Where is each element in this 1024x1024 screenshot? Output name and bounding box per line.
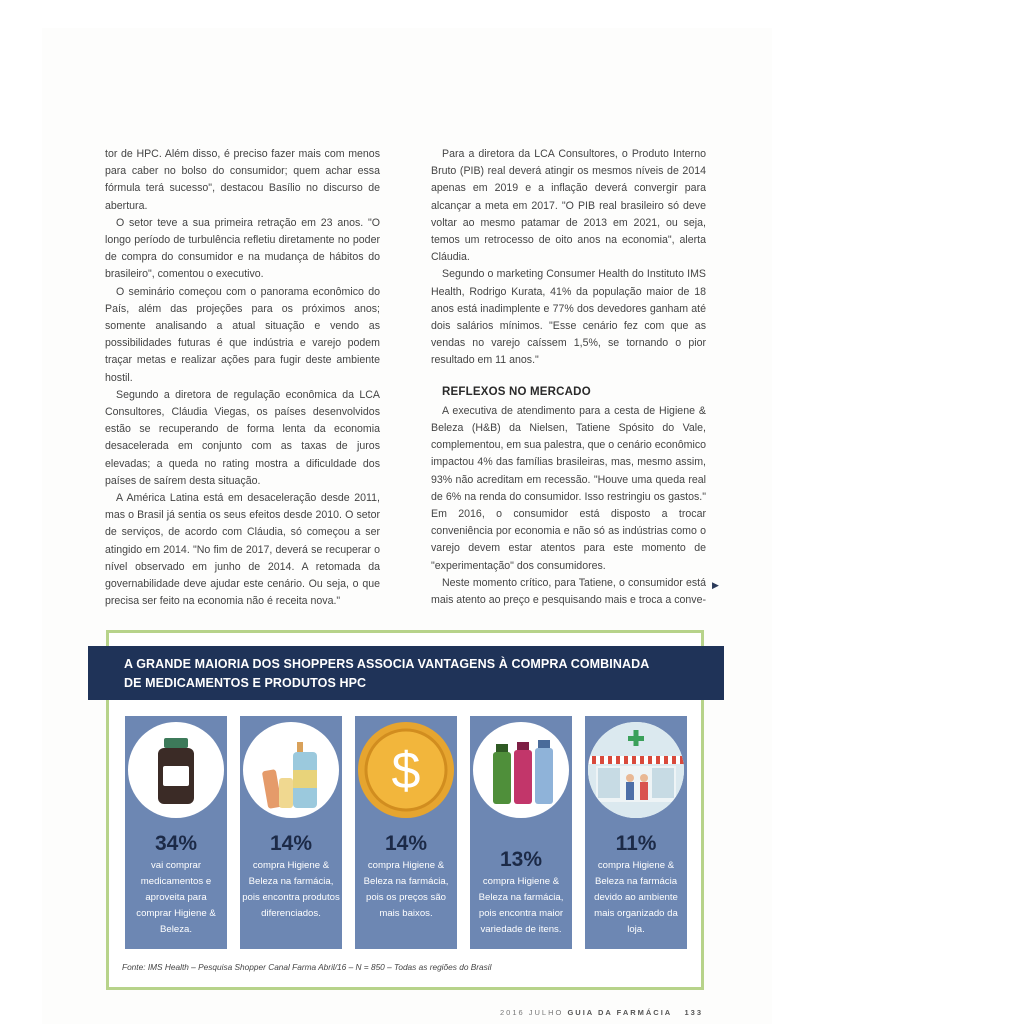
paragraph: A América Latina está em desaceleração desde 2011, mas o Brasil já sentia os seus efeitos desde 2010. O setor de serviços, de acordo com Cláudia, só começou a ser atingido em 2014. "No fim de 2017, deverá se recuperar o nível observado em junho de 2014. A retomada da governabilidade deve ajudar este cenário. Ou seja, o que precisa ser feito na economia não é receita nova." xyxy=(105,492,380,608)
paragraph: Para a diretora da LCA Consultores, o Produto Interno Bruto (PIB) real deverá atingir os mesmos níveis de 2014 apenas em 2019 e a inflação deverá convergir para alcançar a meta em 2017. "O PIB real brasileiro só deve voltar ao mesmo patamar de 2013 em 2021, ou seja, temos um retrocesso de oito anos na economia", alerta Cláudia. xyxy=(431,148,706,264)
stat-description: compra Higiene & Beleza na farmácia, pois encontra produtos diferenciados. xyxy=(242,860,340,919)
stat-card xyxy=(355,716,457,949)
paragraph: A executiva de atendimento para a cesta de Higiene & Beleza (H&B) da Nielsen, Tatiene Spósito do Vale, complementou, em sua palestra, que o cenário econômico impactou 4% das famílias brasileiras, mas, mesmo assim, 93% não acreditam em recessão. "Houve uma queda real de 6% na renda do consumidor. Isso restringiu os gastos." Em 2016, o consumidor está disposto a trocar conveniência por economia e não só as indústrias como o varejo devem estar atentos para este momento de "experimentação" dos consumidores. xyxy=(431,404,707,572)
beauty-products-icon xyxy=(243,722,339,818)
section-subheading: REFLEXOS NO MERCADO xyxy=(442,385,591,398)
article-left-column xyxy=(105,146,380,610)
paragraph: Neste momento crítico, para Tatiene, o consumidor está mais atento ao preço e pesquisando mais e troca a conve- xyxy=(431,576,707,607)
page-number: 133 xyxy=(684,1008,704,1017)
paragraph: tor de HPC. Além disso, é preciso fazer mais com menos para caber no bolso do consumidor; quem achar essa fórmula terá sucesso", destacou Basílio no discurso de abertura. xyxy=(105,148,380,212)
stat-card xyxy=(240,716,342,949)
stat-percent: 14% xyxy=(384,832,428,855)
stat-description: compra Higiene & Beleza na farmácia, pois os preços são mais baixos. xyxy=(363,860,449,919)
stat-percent: 13% xyxy=(499,848,543,871)
paragraph: O setor teve a sua primeira retração em 23 anos. "O longo período de turbulência refletiu diretamente no poder de compra do consumidor e na mudança de hábitos do brasileiro", comentou o executivo. xyxy=(105,216,380,281)
pharmacy-store-icon xyxy=(588,722,684,818)
stat-percent: 34% xyxy=(154,832,198,855)
stat-card xyxy=(125,716,227,949)
stat-description: compra Higiene & Beleza na farmácia devido ao ambiente mais organizado da loja. xyxy=(594,860,678,935)
infographic-title xyxy=(88,646,724,700)
infographic-source: Fonte: IMS Health – Pesquisa Shopper Canal Farma Abril/16 – N = 850 – Todas as regiões do Brasil xyxy=(122,962,492,972)
magazine-name: GUIA DA FARMÁCIA xyxy=(567,1008,673,1017)
stat-description: vai comprar medicamentos e aproveita para comprar Higiene & Beleza. xyxy=(136,860,216,935)
medicine-bottle-icon xyxy=(128,722,224,818)
issue-date: 2016 JULHO xyxy=(500,1008,564,1017)
stat-description: compra Higiene & Beleza na farmácia, pois encontra maior variedade de itens. xyxy=(478,876,564,935)
infographic-title-line: DE MEDICAMENTOS E PRODUTOS HPC xyxy=(124,676,367,690)
dollar-coin-icon xyxy=(358,722,454,818)
stat-percent: 14% xyxy=(269,832,313,855)
bottles-icon xyxy=(473,722,569,818)
stat-percent: 11% xyxy=(615,832,657,855)
page-footer xyxy=(500,1008,703,1017)
continue-arrow-icon: ▶ xyxy=(712,580,719,590)
article-right-column xyxy=(431,146,706,609)
stat-card xyxy=(470,716,572,949)
stat-card xyxy=(585,716,687,949)
paragraph: Segundo a diretora de regulação econômica da LCA Consultores, Cláudia Viegas, os países desenvolvidos estão se recuperando de forma lenta da economia desacelerada em conjunto com as taxas de juros elevadas; a queda no rating mostra a dificuldade dos países de saírem desta situação. xyxy=(105,388,380,487)
svg-text:$: $ xyxy=(391,742,421,800)
paragraph: O seminário começou com o panorama econômico do País, além das projeções para os próximos anos; somente analisando a atual situação e vendo as possibilidades futuras é que indústria e varejo podem traçar metas e realizar ações para fugir deste ambiente hostil. xyxy=(105,285,380,384)
infographic-title-line: A GRANDE MAIORIA DOS SHOPPERS ASSOCIA VANTAGENS À COMPRA COMBINADA xyxy=(124,657,650,671)
paragraph: Segundo o marketing Consumer Health do Instituto IMS Health, Rodrigo Kurata, 41% da população maior de 18 anos está inadimplente e 77% dos devedores ganham até dois salários mínimos. "Esse cenário fez com que as vendas no varejo caíssem 1,5%, se tornando o pior resultado em 11 anos." xyxy=(431,268,706,367)
